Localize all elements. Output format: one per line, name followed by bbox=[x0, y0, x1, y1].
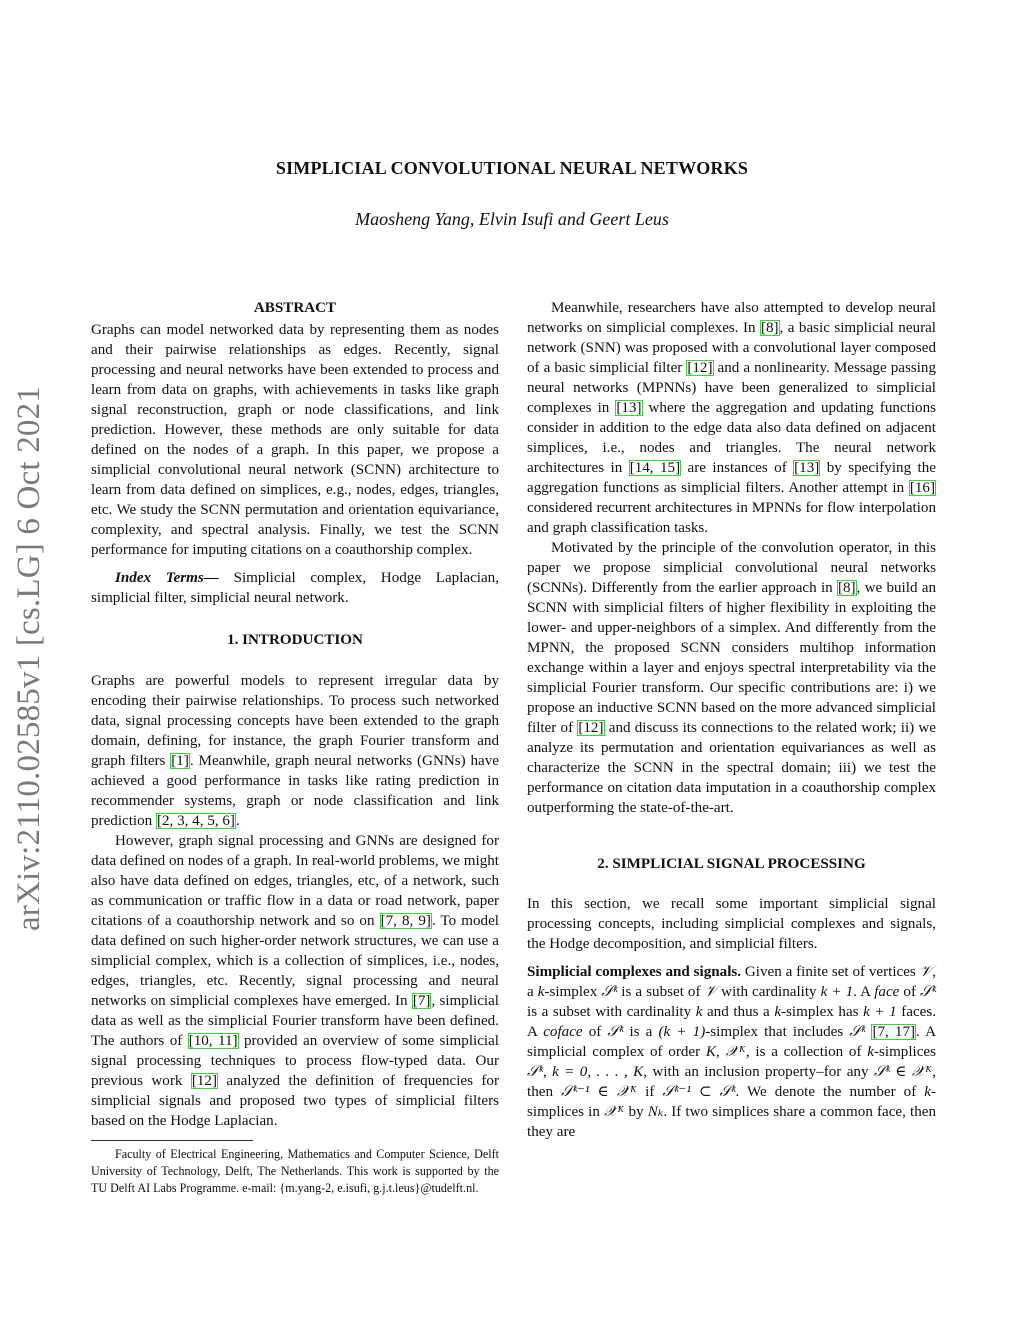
citation-link[interactable]: [16] bbox=[909, 480, 935, 496]
index-terms-label: Index Terms— bbox=[115, 570, 219, 586]
citation-link[interactable]: [7, 8, 9] bbox=[380, 913, 431, 929]
arxiv-stamp bbox=[10, 358, 50, 958]
index-terms-text: Simplicial complex, Hodge Laplacian, simplicial filter, simplicial neural network. bbox=[91, 570, 500, 606]
citation-link[interactable]: [8] bbox=[760, 320, 779, 336]
citation-link[interactable]: [2, 3, 4, 5, 6] bbox=[156, 813, 235, 829]
paragraph-heading: Simplicial complexes and signals. bbox=[527, 964, 742, 980]
section2-paragraph-2: Simplicial complexes and signals. Given a finite set of vertices 𝒱, a k-simplex 𝒮ᵏ is a subset of 𝒱 with cardinality k + 1. A face of 𝒮ᵏ is a subset with cardinality k and thus a k-simplex has k + 1 faces. A coface of 𝒮ᵏ is a (k + 1)-simplex that includes 𝒮ᵏ [7, 17]. A simplicial complex of order K, 𝒳ᴷ, is a collection of k-simplices 𝒮ᵏ, k = 0, . . . , K, with an inclusion property–for any 𝒮ᵏ ∈ 𝒳ᴷ, then 𝒮ᵏ⁻¹ ∈ 𝒳ᴷ if 𝒮ᵏ⁻¹ ⊂ 𝒮ᵏ. We denote the number of k-simplices in 𝒳ᴷ by Nₖ. If two simplices share a common face, then they are bbox=[527, 964, 937, 1140]
citation-link[interactable]: [1] bbox=[171, 753, 189, 769]
footnote: Faculty of Electrical Engineering, Mathematics and Computer Science, Delft University of Technology, Delft, The Netherlands. This work is supported by the TU Delft AI Labs Programme. e-mail: {m.yang-2, e.isufi, g.j.t.leus}@tudelft.nl. bbox=[91, 1147, 499, 1195]
citation-link[interactable]: [12] bbox=[578, 720, 604, 736]
abstract-text: Graphs can model networked data by representing them as nodes and their pairwise relationships as edges. Recently, signal processing and neural networks have been extended to process and learn from data on graphs, with achievements in tasks like graph signal reconstruction, graph or node classifications, and link prediction. However, these methods are only suitable for data defined on the nodes of a graph. In this paper, we propose a simplicial convolutional neural network (SCNN) architecture to learn from data defined on simplices, e.g., nodes, edges, triangles, etc. We study the SCNN permutation and orientation equivariance, complexity, and spectral analysis. Finally, we test the SCNN performance for imputing citations on a coauthorship complex. bbox=[91, 322, 499, 558]
citation-link[interactable]: [12] bbox=[687, 360, 713, 376]
citation-link[interactable]: [10, 11] bbox=[188, 1033, 238, 1049]
footnote-rule bbox=[91, 1140, 253, 1141]
abstract-heading: ABSTRACT bbox=[253, 300, 337, 316]
paper-title: SIMPLICIAL CONVOLUTIONAL NEURAL NETWORKS bbox=[275, 158, 749, 178]
paper-authors: Maosheng Yang, Elvin Isufi and Geert Leus bbox=[355, 209, 669, 229]
citation-link[interactable]: [7, 17] bbox=[872, 1024, 916, 1040]
intro-paragraph-3: Meanwhile, researchers have also attempted to develop neural networks on simplicial complexes. In [8], a basic simplicial neural network (SNN) was proposed with a convolutional layer composed of a basic simplicial filter [12] and a nonlinearity. Message passing neural networks (MPNNs) have been generalized to simplicial complexes in [13] where the aggregation and updating functions consider in addition to the edge data also data defined on adjacent simplices, i.e., nodes and triangles. The neural network architectures in [14, 15] are instances of [13] by specifying the aggregation functions as simplicial filters. Another attempt in [16] considered recurrent architectures in MPNNs for flow interpolation and graph classification tasks. bbox=[527, 300, 937, 536]
left-column bbox=[91, 298, 499, 1131]
right-column bbox=[527, 298, 936, 1142]
arxiv-stamp-text: arXiv:2110.02585v1 [cs.LG] 6 Oct 2021 bbox=[11, 385, 48, 931]
intro-paragraph-1: Graphs are powerful models to represent irregular data by encoding their pairwise relationships. To process such networked data, signal processing concepts have been extended to the graph domain, defining, for instance, the graph Fourier transform and graph filters [1]. Meanwhile, graph neural networks (GNNs) have achieved a good performance in tasks like rating prediction in recommender systems, graph or node classification and link prediction [2, 3, 4, 5, 6]. bbox=[91, 673, 499, 829]
citation-link[interactable]: [12] bbox=[191, 1073, 217, 1089]
section2-heading: 2. SIMPLICIAL SIGNAL PROCESSING bbox=[597, 856, 866, 872]
citation-link[interactable]: [13] bbox=[794, 460, 820, 476]
citation-link[interactable]: [13] bbox=[616, 400, 642, 416]
intro-heading: 1. INTRODUCTION bbox=[227, 632, 363, 648]
section2-paragraph-1: In this section, we recall some important simplicial signal processing concepts, including simplicial complexes and signals, the Hodge decomposition, and simplicial filters. bbox=[527, 896, 936, 952]
intro-paragraph-4: Motivated by the principle of the convolution operator, in this paper we propose simplicial convolutional neural networks (SCNNs). Differently from the earlier approach in [8], we build an SCNN with simplicial filters of higher flexibility in exploiting the lower- and upper-neighbors of a simplex. And differently from the MPNN, the proposed SCNN considers multihop information exchange within a layer and enjoys spectral interpretability via the simplicial Fourier transform. Our specific contributions are: i) we propose an inductive SCNN based on the more advanced simplicial filter of [12] and discuss its connections to the related work; ii) we analyze its permutation and orientation equivariances as well as characterize the SCNN in the spectral domain; iii) we test the performance on citation data imputation in a coauthorship complex outperforming the state-of-the-art. bbox=[527, 540, 936, 816]
citation-link[interactable]: [14, 15] bbox=[629, 460, 681, 476]
index-terms bbox=[91, 568, 499, 608]
intro-paragraph-2: However, graph signal processing and GNNs are designed for data defined on nodes of a graph. In real-world problems, we might also have data defined on edges, triangles, etc, of a network, such as communication or traffic flow in a data or road network, paper citations of a coauthorship network and so on [7, 8, 9]. To model data defined on such higher-order network structures, we can use a simplicial complex, which is a collection of simplices, i.e., nodes, edges, triangles, etc. Recently, signal processing and neural networks on simplicial complexes have emerged. In [7], simplicial data as well as the simplicial Fourier transform have been defined. The authors of [10, 11] provided an overview of some simplicial signal processing techniques to process flow-typed data. Our previous work [12] analyzed the definition of frequencies for simplicial signals and proposed two types of simplicial filters based on the Hodge Laplacian. bbox=[91, 833, 499, 1129]
citation-link[interactable]: [7] bbox=[412, 993, 431, 1009]
citation-link[interactable]: [8] bbox=[837, 580, 856, 596]
